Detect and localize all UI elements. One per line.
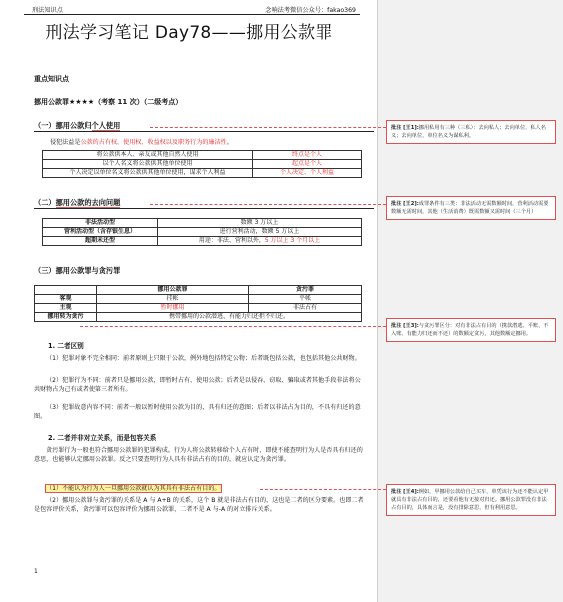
table-cell: 将公款供本人、亲友或其他自然人使用 [43,151,253,160]
table-row [43,151,362,160]
table-cell: 主观 [35,304,97,313]
comment-text: 挪用私用有三种（三私）：去向私人；去向单位、私人名义；去向单位、单位名义为谋私利。 [391,125,546,139]
subsection-1-p1: （1）犯罪对象不完全相同：前者原则上只限于公款，例外地包括特定公物；后者既包括公款，也包括其他公共财物。 [46,355,361,362]
table-row [43,228,362,237]
page-number: 1 [34,568,38,575]
table-cell: 贪污罪 [249,286,362,295]
comment-connector [150,204,386,205]
table-row [43,219,362,228]
subsection-1-heading: 1. 二者区别 [48,342,84,350]
crime-heading-note: （考察 11 次）（二级考点） [94,98,183,106]
intro-b: 公款的占有权、使用权、收益权以及职务行为的廉洁性 [80,139,227,146]
table-cell: 挪用转为贪污 [35,313,97,322]
intro-a: 侵犯法益是 [50,139,81,146]
subsection-2-p3: （2）挪用公款罪与贪污罪的关系是 A 与 A+B 的关系，这个 B 就是非法占有目的，这也是二者的区分要素。也即二者是包容评价关系，贪污罪可以包容评价为挪用公款罪，二者不是 A 与-A 的对立排斥关系。 [34,497,364,514]
comment-1[interactable] [386,120,556,144]
subsection-1-p3: （3）犯罪故意内容不同：前者一般以暂时使用公款为目的，具有归还的意图；后者以非法占为目的，不具有归还的意图。 [34,404,361,421]
comment-connector [260,489,386,490]
comment-tag: 批注 [王3]: [391,323,419,329]
table-row [35,286,362,295]
section-3-heading: （三）挪用公款罪与贪污罪 [34,266,121,275]
section-2-heading [34,198,120,208]
table-cell: 挂帐 [97,295,249,304]
crime-heading-main: 挪用公款罪★★★★ [34,98,95,106]
table-cell: 起点是个人 [253,160,362,169]
table-row [35,313,362,322]
subsection-2-heading: 2. 二者并非对立关系，而是包容关系 [48,434,157,442]
comment-tag: 批注 [王1]: [391,125,419,131]
comment-text: 成罪条件有三类：非法活动无需数额时间，营利活动需要数额无需时间，其他（生活消费）既需数额又需时间（三个月） [391,201,549,215]
section-1-table [42,150,362,178]
header-left: 刑法知识点 [32,7,63,14]
table-cell: 以个人名义将公款供其他单位使用 [43,160,253,169]
table-row [35,295,362,304]
table-cell: 营利活动型（含存银生息） [43,228,158,237]
header-right: 念响法考微信公众号：fakao369 [265,7,356,14]
section-2-heading-a: （二） [34,198,56,207]
section-3-table [34,285,362,322]
table-row [43,237,362,246]
table-cell: 非法活动型 [43,219,158,228]
comment-3[interactable] [386,318,556,342]
comment-connector [150,127,386,128]
table-cell: 进行营利活动，数额 5 万以上 [158,228,362,237]
section-2-rule [34,208,374,209]
section-2-table [42,218,362,246]
table-row [43,160,362,169]
cell-part: 用途：非法、营利以外， [198,237,265,244]
comment-2[interactable] [386,196,556,220]
key-points-label: 重点知识点 [34,75,69,83]
section-1-heading [34,121,120,131]
page-header [24,5,360,15]
table-cell [158,237,362,246]
table-cell: 数额 3 万以上 [158,219,362,228]
section-1-heading-a: （一）挪用公款归 [34,121,92,130]
highlighted-text: （1）不能认为行为人一旦挪用公款就认为其具有非法占有目的。 [46,485,221,492]
table-cell: 超期未还型 [43,237,158,246]
table-row [43,169,362,178]
comment-text: 与贪污罪区分：对有非法占有目的（携款潜逃、平账、不入账、有能力归还而不还）的数额定贪污，其他数额定挪用。 [391,323,549,337]
page-title: 刑法学习笔记 Day78——挪用公款罪 [45,23,333,43]
table-cell: 平帐 [249,295,362,304]
comment-text: 例如，甲挪用公款给自己买车，单凭该行为还不能认定甲就具有非法占有目的，还要看他有无接对归还。挪用公款罪没有非法占有目的，具体而言是，没有排除意思，但有利用意思。 [391,489,549,511]
section-1-heading-b: 个人使用 [91,121,121,130]
comment-tag: 批注 [王4]: [391,489,419,495]
table-cell [35,286,97,295]
table-cell: 客观 [35,295,97,304]
table-cell: 暂时挪用 [97,304,249,313]
section-1-rule [34,131,374,132]
table-cell: 携带挪用的公款潜逃、有能力归还拒不归还。 [97,313,362,322]
subsection-1-p2: （2）犯罪行为不同：前者只是挪用公款，即暂时占有、使用公款；后者是以侵吞、窃取、骗取或者其他手段非法将公共财物占为己有或者使第三者所有。 [34,377,361,394]
table-cell: 挪用公款罪 [97,286,249,295]
section-2-heading-b: 挪用公款的去向问题 [55,198,121,207]
intro-c: 。 [226,139,233,146]
table-cell: 个人决定以单位名义将公款供其他单位使用，谋求个人利益 [43,169,253,178]
table-cell: 终点是个人 [253,151,362,160]
table-cell: 个人决定、个人利益 [253,169,362,178]
table-cell: 非法占有 [249,304,362,313]
crime-heading [34,97,182,107]
comment-connector [80,326,386,327]
subsection-2-p1: 贪污罪行为一般也符合挪用公款罪的犯罪构成。行为人将公款转移给个人占有时，即使不能查明行为人是否具有归还的意思，也能够认定挪用公款罪。反之只要查明行为人具有非法占有的目的，就应认定为贪污罪。 [34,447,363,464]
comment-tag: 批注 [王2]: [391,201,419,207]
comment-4[interactable] [386,484,556,516]
table-row [35,304,362,313]
section-1-intro [50,138,233,147]
cell-part: 5 万以上 3 个月以上 [264,237,321,244]
